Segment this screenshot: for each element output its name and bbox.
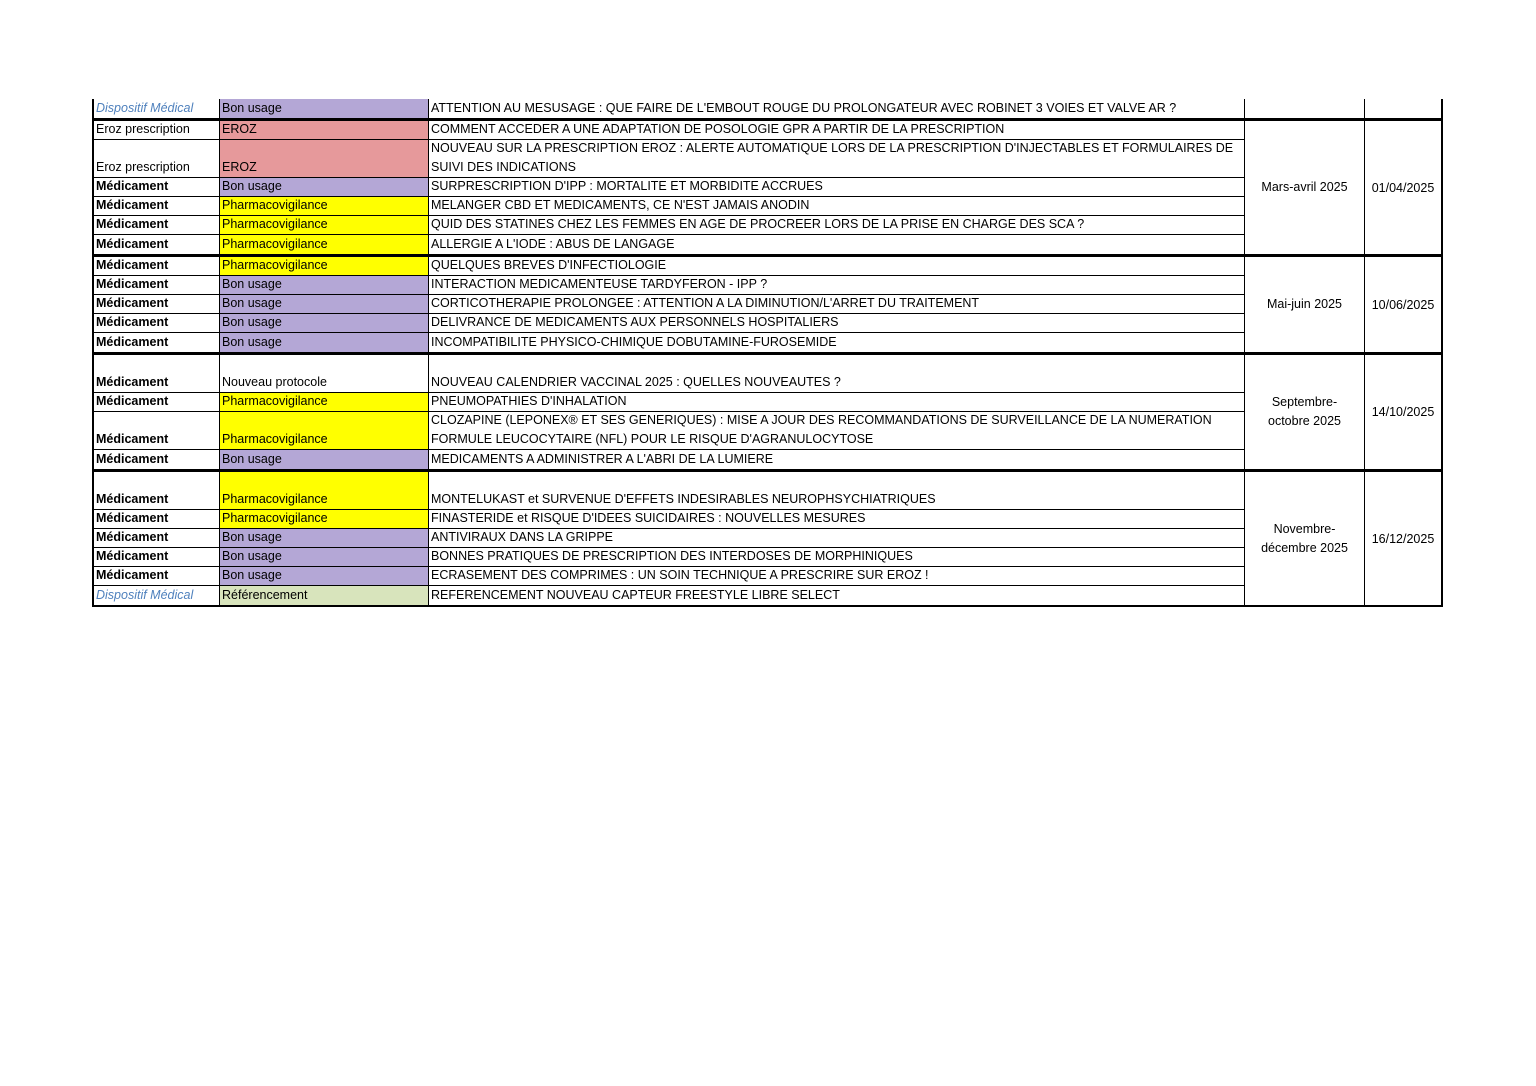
period-group (92, 99, 1443, 120)
table-row (94, 548, 1244, 567)
type-cell: Bon usage (220, 529, 429, 547)
category-cell: Médicament (94, 197, 220, 215)
type-cell: Bon usage (220, 333, 429, 352)
table-row (94, 99, 1244, 118)
period-cell (1244, 99, 1364, 118)
category-cell: Médicament (94, 412, 220, 449)
title-cell: QUELQUES BREVES D'INFECTIOLOGIE (431, 258, 667, 272)
title-cell: INCOMPATIBILITE PHYSICO-CHIMIQUE DOBUTAMINE-FUROSEMIDE (431, 335, 837, 349)
table-row (94, 393, 1244, 412)
category-cell: Eroz prescription (94, 140, 220, 177)
title-cell: MONTELUKAST et SURVENUE D'EFFETS INDESIRABLES NEUROPHSYCHIATRIQUES (431, 492, 936, 506)
table-row (94, 257, 1244, 276)
table-row (94, 197, 1244, 216)
date-cell: 10/06/2025 (1364, 257, 1441, 352)
type-cell: Pharmacovigilance (220, 510, 429, 528)
table-row (94, 586, 1244, 605)
title-cell: NOUVEAU CALENDRIER VACCINAL 2025 : QUELLES NOUVEAUTES ? (431, 375, 841, 389)
period-cell: Septembre- octobre 2025 (1244, 355, 1364, 469)
category-cell: Médicament (94, 393, 220, 411)
category-cell: Médicament (94, 548, 220, 566)
title-cell: REFERENCEMENT NOUVEAU CAPTEUR FREESTYLE LIBRE SELECT (431, 588, 840, 602)
period-cell: Mars-avril 2025 (1244, 121, 1364, 254)
table-row (94, 529, 1244, 548)
table-row (94, 412, 1244, 450)
table-row (94, 333, 1244, 352)
table-row (94, 140, 1244, 178)
table-row (94, 450, 1244, 469)
period-group (92, 120, 1443, 256)
category-cell: Médicament (94, 257, 220, 275)
type-cell: Bon usage (220, 99, 429, 118)
type-cell: Pharmacovigilance (220, 257, 429, 275)
date-cell: 16/12/2025 (1364, 472, 1441, 605)
title-cell: FINASTERIDE et RISQUE D'IDEES SUICIDAIRES : NOUVELLES MESURES (431, 511, 866, 525)
type-cell: Bon usage (220, 178, 429, 196)
type-cell: Bon usage (220, 314, 429, 332)
title-cell: ATTENTION AU MESUSAGE : QUE FAIRE DE L'EMBOUT ROUGE DU PROLONGATEUR AVEC ROBINET 3 VOIES ET VALVE AR ? (431, 101, 1177, 115)
type-cell: Bon usage (220, 295, 429, 313)
table-row (94, 121, 1244, 140)
table-row (94, 355, 1244, 393)
title-cell: COMMENT ACCEDER A UNE ADAPTATION DE POSOLOGIE GPR A PARTIR DE LA PRESCRIPTION (431, 122, 1005, 136)
category-cell: Médicament (94, 333, 220, 352)
date-cell: 14/10/2025 (1364, 355, 1441, 469)
category-cell: Médicament (94, 450, 220, 469)
title-cell: INTERACTION MEDICAMENTEUSE TARDYFERON - IPP ? (431, 277, 768, 291)
table-row (94, 276, 1244, 295)
type-cell: Référencement (220, 586, 429, 605)
category-cell: Médicament (94, 314, 220, 332)
category-cell: Dispositif Médical (94, 586, 220, 605)
type-cell: Pharmacovigilance (220, 412, 429, 449)
category-cell: Médicament (94, 472, 220, 509)
table-row (94, 235, 1244, 254)
category-cell: Médicament (94, 216, 220, 234)
title-cell: ALLERGIE A L'IODE : ABUS DE LANGAGE (431, 237, 675, 251)
type-cell: EROZ (220, 121, 429, 139)
title-cell: MELANGER CBD ET MEDICAMENTS, CE N'EST JAMAIS ANODIN (431, 198, 810, 212)
category-cell: Médicament (94, 510, 220, 528)
publication-table (92, 99, 1443, 607)
period-cell: Mai-juin 2025 (1244, 257, 1364, 352)
type-cell: Bon usage (220, 276, 429, 294)
table-row (94, 472, 1244, 510)
title-cell: ANTIVIRAUX DANS LA GRIPPE (431, 530, 613, 544)
category-cell: Médicament (94, 235, 220, 254)
date-cell (1364, 99, 1441, 118)
title-cell: QUID DES STATINES CHEZ LES FEMMES EN AGE DE PROCREER LORS DE LA PRISE EN CHARGE DES SCA ? (431, 217, 1085, 231)
title-cell: BONNES PRATIQUES DE PRESCRIPTION DES INTERDOSES DE MORPHINIQUES (431, 549, 913, 563)
title-cell: MEDICAMENTS A ADMINISTRER A L'ABRI DE LA LUMIERE (431, 452, 774, 466)
type-cell: EROZ (220, 140, 429, 177)
category-cell: Médicament (94, 529, 220, 547)
table-row (94, 216, 1244, 235)
type-cell: Nouveau protocole (220, 355, 429, 392)
category-cell: Médicament (94, 276, 220, 294)
title-cell: CLOZAPINE (LEPONEX® ET SES GENERIQUES) : MISE A JOUR DES RECOMMANDATIONS DE SURVEILLANCE DE LA NUMERATION FORMULE LEUCOCYTAIRE (NFL) POUR LE RISQUE D'AGRANULOCYTOSE (431, 413, 1212, 446)
type-cell: Bon usage (220, 450, 429, 469)
period-group (92, 471, 1443, 607)
type-cell: Pharmacovigilance (220, 216, 429, 234)
table-row (94, 314, 1244, 333)
type-cell: Bon usage (220, 567, 429, 585)
category-cell: Médicament (94, 295, 220, 313)
type-cell: Pharmacovigilance (220, 472, 429, 509)
title-cell: NOUVEAU SUR LA PRESCRIPTION EROZ : ALERTE AUTOMATIQUE LORS DE LA PRESCRIPTION D'INJECTABLES ET FORMULAIRES DE SUIVI DES INDICATIONS (431, 141, 1234, 174)
table-row (94, 567, 1244, 586)
type-cell: Pharmacovigilance (220, 393, 429, 411)
title-cell: SURPRESCRIPTION D'IPP : MORTALITE ET MORBIDITE ACCRUES (431, 179, 823, 193)
period-group (92, 256, 1443, 354)
table-row (94, 295, 1244, 314)
category-cell: Dispositif Médical (94, 99, 220, 118)
title-cell: DELIVRANCE DE MEDICAMENTS AUX PERSONNELS HOSPITALIERS (431, 315, 839, 329)
category-cell: Médicament (94, 178, 220, 196)
date-cell: 01/04/2025 (1364, 121, 1441, 254)
category-cell: Médicament (94, 355, 220, 392)
title-cell: ECRASEMENT DES COMPRIMES : UN SOIN TECHNIQUE A PRESCRIRE SUR EROZ ! (431, 568, 929, 582)
category-cell: Eroz prescription (94, 121, 220, 139)
type-cell: Pharmacovigilance (220, 197, 429, 215)
period-group (92, 354, 1443, 471)
title-cell: PNEUMOPATHIES D'INHALATION (431, 394, 627, 408)
table-row (94, 510, 1244, 529)
type-cell: Pharmacovigilance (220, 235, 429, 254)
type-cell: Bon usage (220, 548, 429, 566)
period-cell: Novembre- décembre 2025 (1244, 472, 1364, 605)
title-cell: CORTICOTHERAPIE PROLONGEE : ATTENTION A LA DIMINUTION/L'ARRET DU TRAITEMENT (431, 296, 980, 310)
table-row (94, 178, 1244, 197)
category-cell: Médicament (94, 567, 220, 585)
